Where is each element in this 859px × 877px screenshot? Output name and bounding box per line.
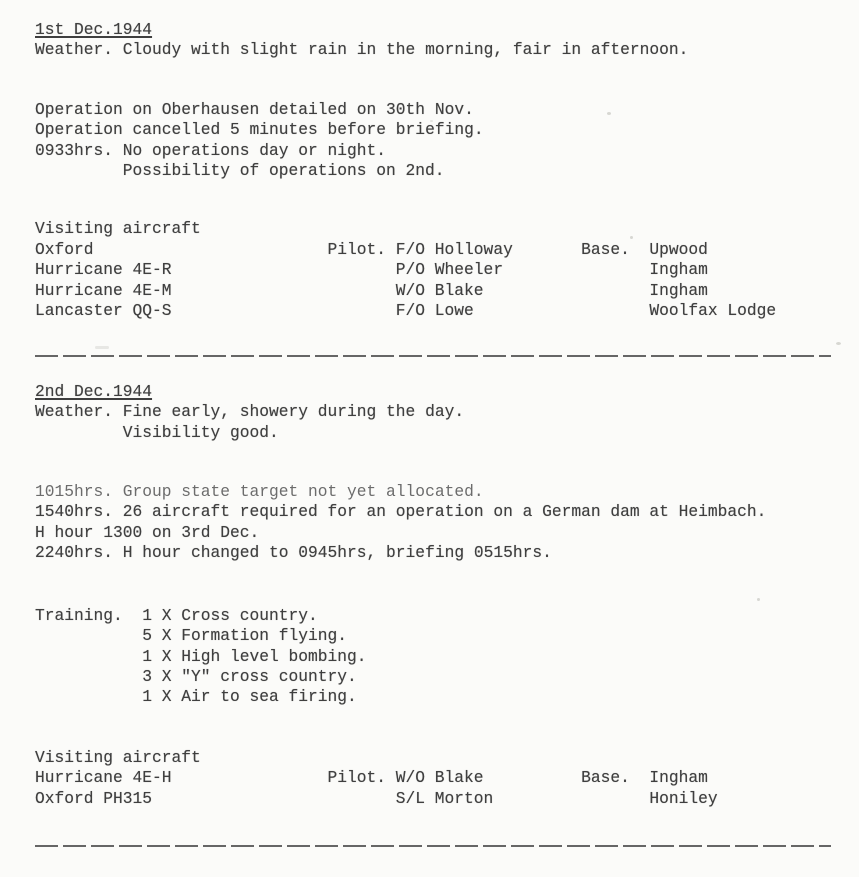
base-name: Ingham — [649, 260, 708, 280]
visiting-aircraft-title: Visiting aircraft — [35, 747, 201, 767]
weather-line: Visibility good. — [122, 422, 279, 442]
event-line: Operation on Oberhausen detailed on 30th Nov. — [35, 99, 474, 119]
scan-speck — [607, 112, 611, 115]
event-line: 1015hrs. Group state target not yet allocated. — [35, 482, 484, 502]
aircraft-name: Oxford PH315 — [35, 788, 153, 808]
pilot-name: F/O Holloway — [395, 239, 513, 259]
pilot-label-spacer — [328, 301, 396, 322]
aircraft-row — [35, 281, 835, 302]
event-line: Possibility of operations on 2nd. — [122, 161, 445, 181]
pilot-label-spacer — [328, 281, 396, 302]
event-line: Operation cancelled 5 minutes before briefing. — [35, 120, 484, 140]
aircraft-name: Hurricane 4E-R — [35, 260, 172, 280]
dashed-separator — [35, 355, 831, 357]
pilot-label: Pilot. — [327, 768, 387, 788]
entry-date-heading: 1st Dec.1944 — [35, 20, 153, 39]
diary-entry-2nd-dec — [35, 382, 835, 809]
events-block — [35, 100, 835, 182]
diary-entry-1st-dec — [35, 20, 835, 322]
pilot-name: W/O Blake — [395, 280, 484, 300]
aircraft-name: Oxford — [35, 239, 94, 259]
base-name: Woolfax Lodge — [649, 301, 777, 321]
aircraft-name: Hurricane 4E-M — [35, 280, 172, 300]
aircraft-row — [35, 301, 835, 322]
scan-speck — [630, 236, 633, 239]
pilot-label-spacer — [328, 789, 396, 810]
visiting-aircraft-title: Visiting aircraft — [35, 219, 201, 239]
pilot-label: Pilot. — [327, 239, 387, 259]
scan-speck — [95, 346, 109, 349]
training-block — [35, 606, 835, 708]
training-item: 1 X High level bombing. — [142, 646, 367, 666]
base-label-spacer — [581, 789, 649, 810]
base-name: Upwood — [649, 239, 708, 259]
pilot-name: F/O Lowe — [395, 301, 474, 321]
weather-line: Weather. Cloudy with slight rain in the morning, fair in afternoon. — [35, 40, 689, 60]
scan-speck — [757, 598, 760, 601]
visiting-aircraft-block — [35, 219, 835, 321]
base-label-spacer — [581, 301, 649, 322]
aircraft-row — [35, 789, 835, 810]
scan-speck — [430, 120, 433, 122]
aircraft-row — [35, 260, 835, 281]
event-line: H hour 1300 on 3rd Dec. — [35, 522, 260, 542]
aircraft-name: Hurricane 4E-H — [35, 768, 172, 788]
base-label: Base. — [581, 239, 630, 259]
base-label-spacer — [581, 281, 649, 302]
dashed-separator — [35, 845, 831, 847]
aircraft-row — [35, 768, 835, 789]
base-label: Base. — [581, 768, 630, 788]
base-name: Honiley — [649, 788, 718, 808]
pilot-name: W/O Blake — [395, 768, 484, 788]
aircraft-row — [35, 240, 835, 261]
aircraft-name: Lancaster QQ-S — [35, 301, 172, 321]
pilot-name: P/O Wheeler — [395, 260, 504, 280]
event-line: 1540hrs. 26 aircraft required for an operation on a German dam at Heimbach. — [35, 502, 767, 522]
pilot-name: S/L Morton — [395, 788, 494, 808]
training-item: 3 X "Y" cross country. — [142, 666, 357, 686]
event-line: 0933hrs. No operations day or night. — [35, 140, 387, 160]
event-line: 2240hrs. H hour changed to 0945hrs, briefing 0515hrs. — [35, 543, 552, 563]
weather-line: Weather. Fine early, showery during the day. — [35, 402, 465, 422]
training-item: 1 X Air to sea firing. — [142, 687, 357, 707]
scan-speck — [836, 342, 841, 345]
pilot-label-spacer — [328, 260, 396, 281]
training-item: 5 X Formation flying. — [142, 626, 348, 646]
base-label-spacer — [581, 260, 649, 281]
visiting-aircraft-block — [35, 748, 835, 809]
training-items — [142, 606, 835, 708]
base-name: Ingham — [649, 768, 708, 788]
training-item: 1 X Cross country. — [142, 605, 318, 625]
events-block — [35, 482, 835, 564]
entry-date-heading: 2nd Dec.1944 — [35, 381, 153, 401]
base-name: Ingham — [649, 280, 708, 300]
training-label: Training. — [35, 605, 123, 625]
